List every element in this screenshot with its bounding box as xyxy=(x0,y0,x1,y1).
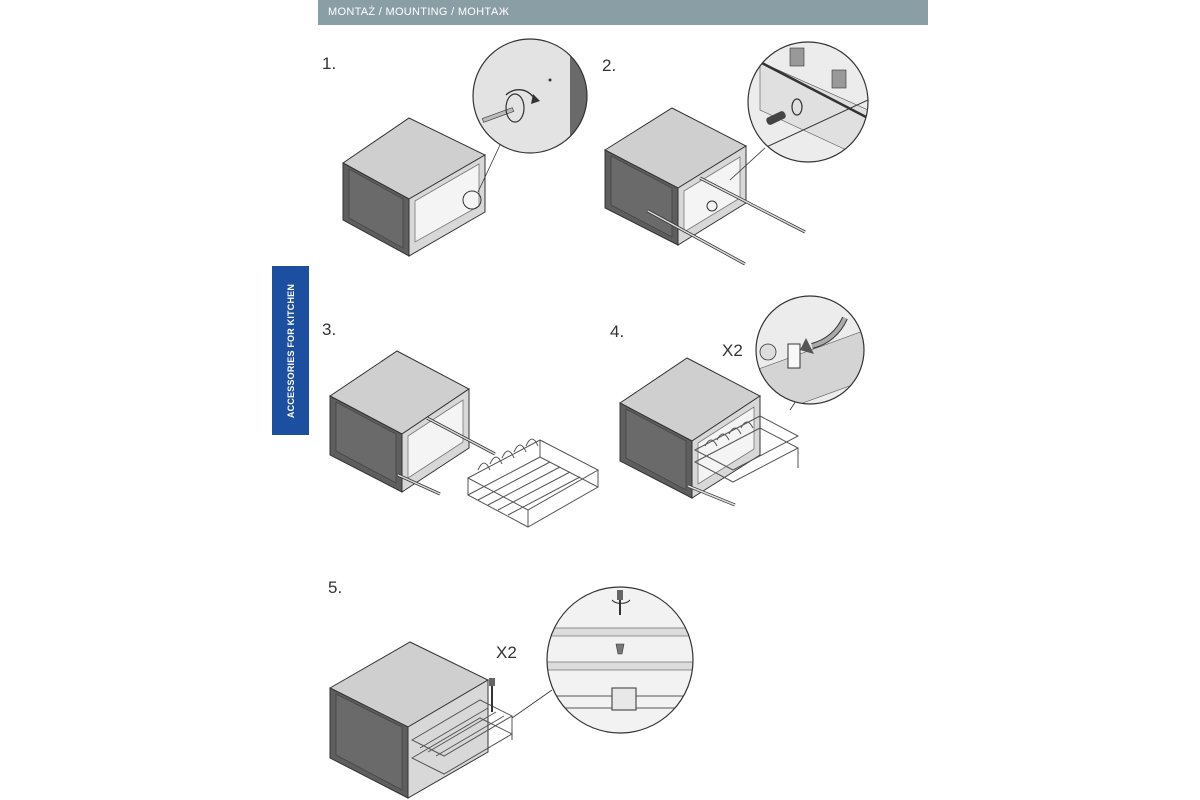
category-label: ACCESSORIES FOR KITCHEN xyxy=(285,283,296,418)
step-5-detail-leader xyxy=(512,690,552,718)
step-2-number: 2. xyxy=(602,56,617,75)
step-5-detail-magnifier xyxy=(546,586,694,734)
step-3-dish-rack-basket xyxy=(468,439,598,527)
step-3-cabinet xyxy=(330,351,495,494)
step-2-detail-magnifier xyxy=(748,42,868,162)
step-5-cabinet xyxy=(330,642,512,798)
step-5-multiplier: X2 xyxy=(496,643,517,662)
step-1-number: 1. xyxy=(322,54,337,73)
step-4-number: 4. xyxy=(610,322,625,341)
step-4-detail-magnifier xyxy=(754,294,866,420)
step-3-number: 3. xyxy=(322,320,337,339)
step-1-detail-magnifier xyxy=(470,38,590,158)
step-4-multiplier: X2 xyxy=(722,341,743,360)
section-header-title: MONTAŻ / MOUNTING / МОНТАЖ xyxy=(328,6,510,18)
step-5-number: 5. xyxy=(328,578,343,597)
step-1-cabinet xyxy=(343,118,485,256)
